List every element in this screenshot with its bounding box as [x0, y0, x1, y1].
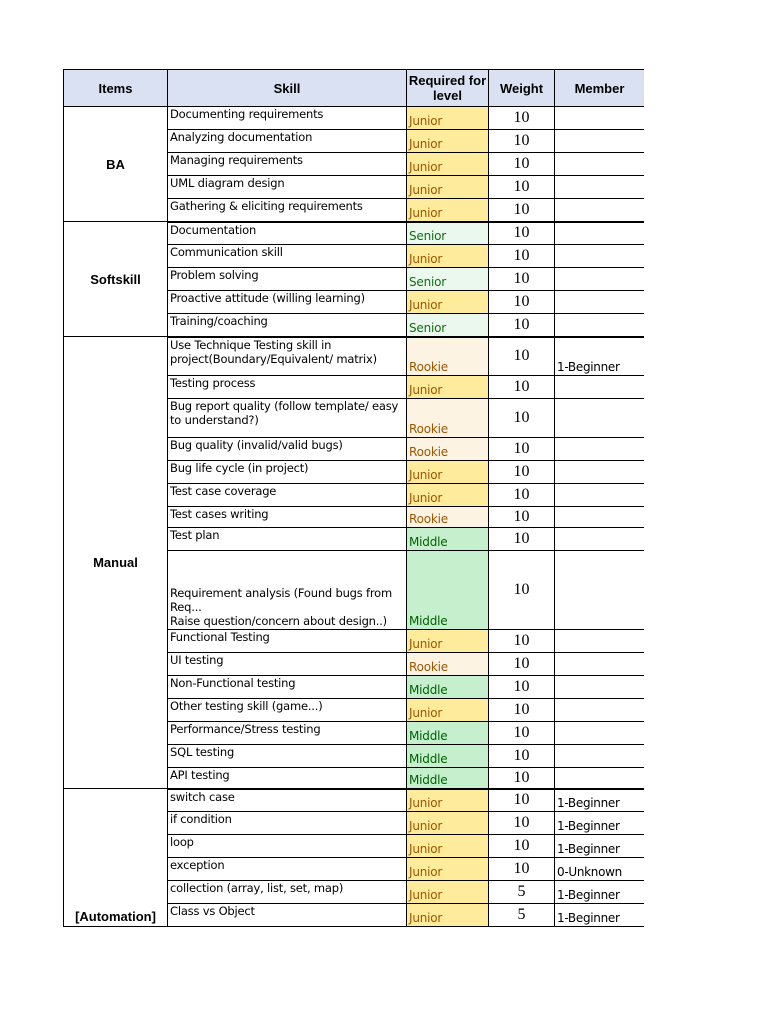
skill-cell[interactable]: Documentation	[168, 222, 407, 245]
skill-cell[interactable]: Test case coverage	[168, 484, 407, 507]
group-cell[interactable]: BA	[64, 107, 168, 222]
skill-cell[interactable]: Analyzing documentation	[168, 130, 407, 153]
member-cell[interactable]	[555, 399, 645, 438]
weight-cell[interactable]: 10	[489, 653, 555, 676]
group-cell[interactable]: [Automation]	[64, 789, 168, 927]
member-cell[interactable]	[555, 551, 645, 630]
member-cell[interactable]	[555, 153, 645, 176]
weight-cell[interactable]: 10	[489, 507, 555, 528]
required-level-cell[interactable]: Junior	[407, 153, 489, 176]
skill-cell[interactable]: Non-Functional testing	[168, 676, 407, 699]
weight-cell[interactable]: 10	[489, 176, 555, 199]
required-level-cell[interactable]: Rookie	[407, 653, 489, 676]
weight-cell[interactable]: 10	[489, 789, 555, 812]
required-level-cell[interactable]: Rookie	[407, 399, 489, 438]
skill-cell[interactable]: Requirement analysis (Found bugs from Req... Raise question/concern about design..)	[168, 551, 407, 630]
member-cell[interactable]	[555, 291, 645, 314]
required-level-cell[interactable]: Junior	[407, 881, 489, 904]
weight-cell[interactable]: 10	[489, 461, 555, 484]
header-row	[64, 70, 645, 107]
member-cell[interactable]: 1-Beginner	[555, 789, 645, 812]
weight-cell[interactable]: 10	[489, 676, 555, 699]
header-member[interactable]: Member	[555, 70, 645, 107]
skill-matrix-sheet	[63, 69, 644, 940]
member-cell[interactable]	[555, 653, 645, 676]
required-level-cell[interactable]: Junior	[407, 376, 489, 399]
table-row	[64, 222, 645, 245]
required-level-cell[interactable]: Junior	[407, 789, 489, 812]
member-cell[interactable]	[555, 268, 645, 291]
required-level-cell[interactable]: Junior	[407, 904, 489, 927]
skill-cell[interactable]: exception	[168, 858, 407, 881]
required-level-cell[interactable]: Junior	[407, 699, 489, 722]
required-level-cell[interactable]: Junior	[407, 176, 489, 199]
header-skill[interactable]: Skill	[168, 70, 407, 107]
weight-cell[interactable]: 10	[489, 768, 555, 789]
skill-cell[interactable]: Other testing skill (game...)	[168, 699, 407, 722]
skill-cell[interactable]: UI testing	[168, 653, 407, 676]
weight-cell[interactable]: 10	[489, 314, 555, 337]
weight-cell[interactable]: 10	[489, 337, 555, 376]
required-level-cell[interactable]: Middle	[407, 528, 489, 551]
weight-cell[interactable]: 5	[489, 881, 555, 904]
skill-cell[interactable]: collection (array, list, set, map)	[168, 881, 407, 904]
required-level-cell[interactable]: Junior	[407, 461, 489, 484]
member-cell[interactable]	[555, 722, 645, 745]
required-level-cell[interactable]: Junior	[407, 291, 489, 314]
member-cell[interactable]	[555, 699, 645, 722]
required-level-cell[interactable]: Senior	[407, 314, 489, 337]
required-level-cell[interactable]: Junior	[407, 812, 489, 835]
member-cell[interactable]	[555, 176, 645, 199]
member-cell[interactable]	[555, 507, 645, 528]
header-required-level[interactable]: Required for level	[407, 70, 489, 107]
member-cell[interactable]: 1-Beginner	[555, 904, 645, 927]
weight-cell[interactable]: 10	[489, 745, 555, 768]
skill-cell[interactable]: Test cases writing	[168, 507, 407, 528]
skill-cell[interactable]: Bug life cycle (in project)	[168, 461, 407, 484]
member-cell[interactable]	[555, 245, 645, 268]
required-level-cell[interactable]: Middle	[407, 676, 489, 699]
skill-cell[interactable]: if condition	[168, 812, 407, 835]
member-cell[interactable]	[555, 745, 645, 768]
skill-cell[interactable]: Performance/Stress testing	[168, 722, 407, 745]
member-cell[interactable]: 1-Beginner	[555, 337, 645, 376]
weight-cell[interactable]: 10	[489, 399, 555, 438]
member-cell[interactable]	[555, 484, 645, 507]
skill-cell[interactable]: Class vs Object	[168, 904, 407, 927]
weight-cell[interactable]: 5	[489, 904, 555, 927]
skill-cell[interactable]: Proactive attitude (willing learning)	[168, 291, 407, 314]
member-cell[interactable]	[555, 314, 645, 337]
table-row	[64, 107, 645, 130]
required-level-cell[interactable]: Middle	[407, 768, 489, 789]
skill-cell[interactable]: Managing requirements	[168, 153, 407, 176]
required-level-cell[interactable]: Middle	[407, 745, 489, 768]
header-weight[interactable]: Weight	[489, 70, 555, 107]
member-cell[interactable]	[555, 528, 645, 551]
weight-cell[interactable]: 10	[489, 484, 555, 507]
required-level-cell[interactable]: Junior	[407, 858, 489, 881]
skill-cell[interactable]: Bug report quality (follow template/ easy to understand?)	[168, 399, 407, 438]
weight-cell[interactable]: 10	[489, 551, 555, 630]
weight-cell[interactable]: 10	[489, 222, 555, 245]
member-cell[interactable]	[555, 630, 645, 653]
required-level-cell[interactable]: Junior	[407, 199, 489, 222]
table-body	[64, 107, 645, 927]
member-cell[interactable]	[555, 199, 645, 222]
member-cell[interactable]	[555, 222, 645, 245]
skill-cell[interactable]: Training/coaching	[168, 314, 407, 337]
skill-cell[interactable]: Problem solving	[168, 268, 407, 291]
member-cell[interactable]	[555, 130, 645, 153]
weight-cell[interactable]: 10	[489, 199, 555, 222]
member-cell[interactable]	[555, 107, 645, 130]
group-cell[interactable]: Softskill	[64, 222, 168, 337]
weight-cell[interactable]: 10	[489, 376, 555, 399]
member-cell[interactable]	[555, 461, 645, 484]
member-cell[interactable]	[555, 438, 645, 461]
weight-cell[interactable]: 10	[489, 130, 555, 153]
required-level-cell[interactable]: Junior	[407, 130, 489, 153]
member-cell[interactable]	[555, 676, 645, 699]
required-level-cell[interactable]: Rookie	[407, 507, 489, 528]
group-cell[interactable]: Manual	[64, 337, 168, 789]
weight-cell[interactable]: 10	[489, 153, 555, 176]
weight-cell[interactable]: 10	[489, 699, 555, 722]
skill-cell[interactable]: Documenting requirements	[168, 107, 407, 130]
weight-cell[interactable]: 10	[489, 107, 555, 130]
required-level-cell[interactable]: Junior	[407, 835, 489, 858]
required-level-cell[interactable]: Rookie	[407, 337, 489, 376]
skill-cell[interactable]: UML diagram design	[168, 176, 407, 199]
weight-cell[interactable]: 10	[489, 835, 555, 858]
skill-cell[interactable]: Bug quality (invalid/valid bugs)	[168, 438, 407, 461]
required-level-cell[interactable]: Middle	[407, 551, 489, 630]
skill-cell[interactable]: Test plan	[168, 528, 407, 551]
weight-cell[interactable]: 10	[489, 722, 555, 745]
required-level-cell[interactable]: Junior	[407, 245, 489, 268]
header-items[interactable]: Items	[64, 70, 168, 107]
skill-cell[interactable]: Communication skill	[168, 245, 407, 268]
weight-cell[interactable]: 10	[489, 438, 555, 461]
weight-cell[interactable]: 10	[489, 858, 555, 881]
weight-cell[interactable]: 10	[489, 245, 555, 268]
member-cell[interactable]: 1-Beginner	[555, 835, 645, 858]
table-row	[64, 789, 645, 812]
member-cell[interactable]	[555, 768, 645, 789]
weight-cell[interactable]: 10	[489, 812, 555, 835]
table-row	[64, 337, 645, 376]
skill-cell[interactable]: switch case	[168, 789, 407, 812]
weight-cell[interactable]: 10	[489, 268, 555, 291]
required-level-cell[interactable]: Senior	[407, 222, 489, 245]
skill-cell[interactable]: Gathering & eliciting requirements	[168, 199, 407, 222]
required-level-cell[interactable]: Junior	[407, 484, 489, 507]
skill-cell[interactable]: API testing	[168, 768, 407, 789]
member-cell[interactable]: 1-Beginner	[555, 812, 645, 835]
required-level-cell[interactable]: Junior	[407, 630, 489, 653]
required-level-cell[interactable]: Senior	[407, 268, 489, 291]
required-level-cell[interactable]: Junior	[407, 107, 489, 130]
skill-cell[interactable]: Use Technique Testing skill in project(Boundary/Equivalent/ matrix)	[168, 337, 407, 376]
skill-cell[interactable]: SQL testing	[168, 745, 407, 768]
weight-cell[interactable]: 10	[489, 630, 555, 653]
skill-cell[interactable]: Testing process	[168, 376, 407, 399]
weight-cell[interactable]: 10	[489, 291, 555, 314]
member-cell[interactable]: 1-Beginner	[555, 881, 645, 904]
required-level-cell[interactable]: Rookie	[407, 438, 489, 461]
member-cell[interactable]	[555, 376, 645, 399]
skill-cell[interactable]: loop	[168, 835, 407, 858]
skill-matrix-table	[63, 69, 644, 927]
weight-cell[interactable]: 10	[489, 528, 555, 551]
required-level-cell[interactable]: Middle	[407, 722, 489, 745]
skill-cell[interactable]: Functional Testing	[168, 630, 407, 653]
member-cell[interactable]: 0-Unknown	[555, 858, 645, 881]
